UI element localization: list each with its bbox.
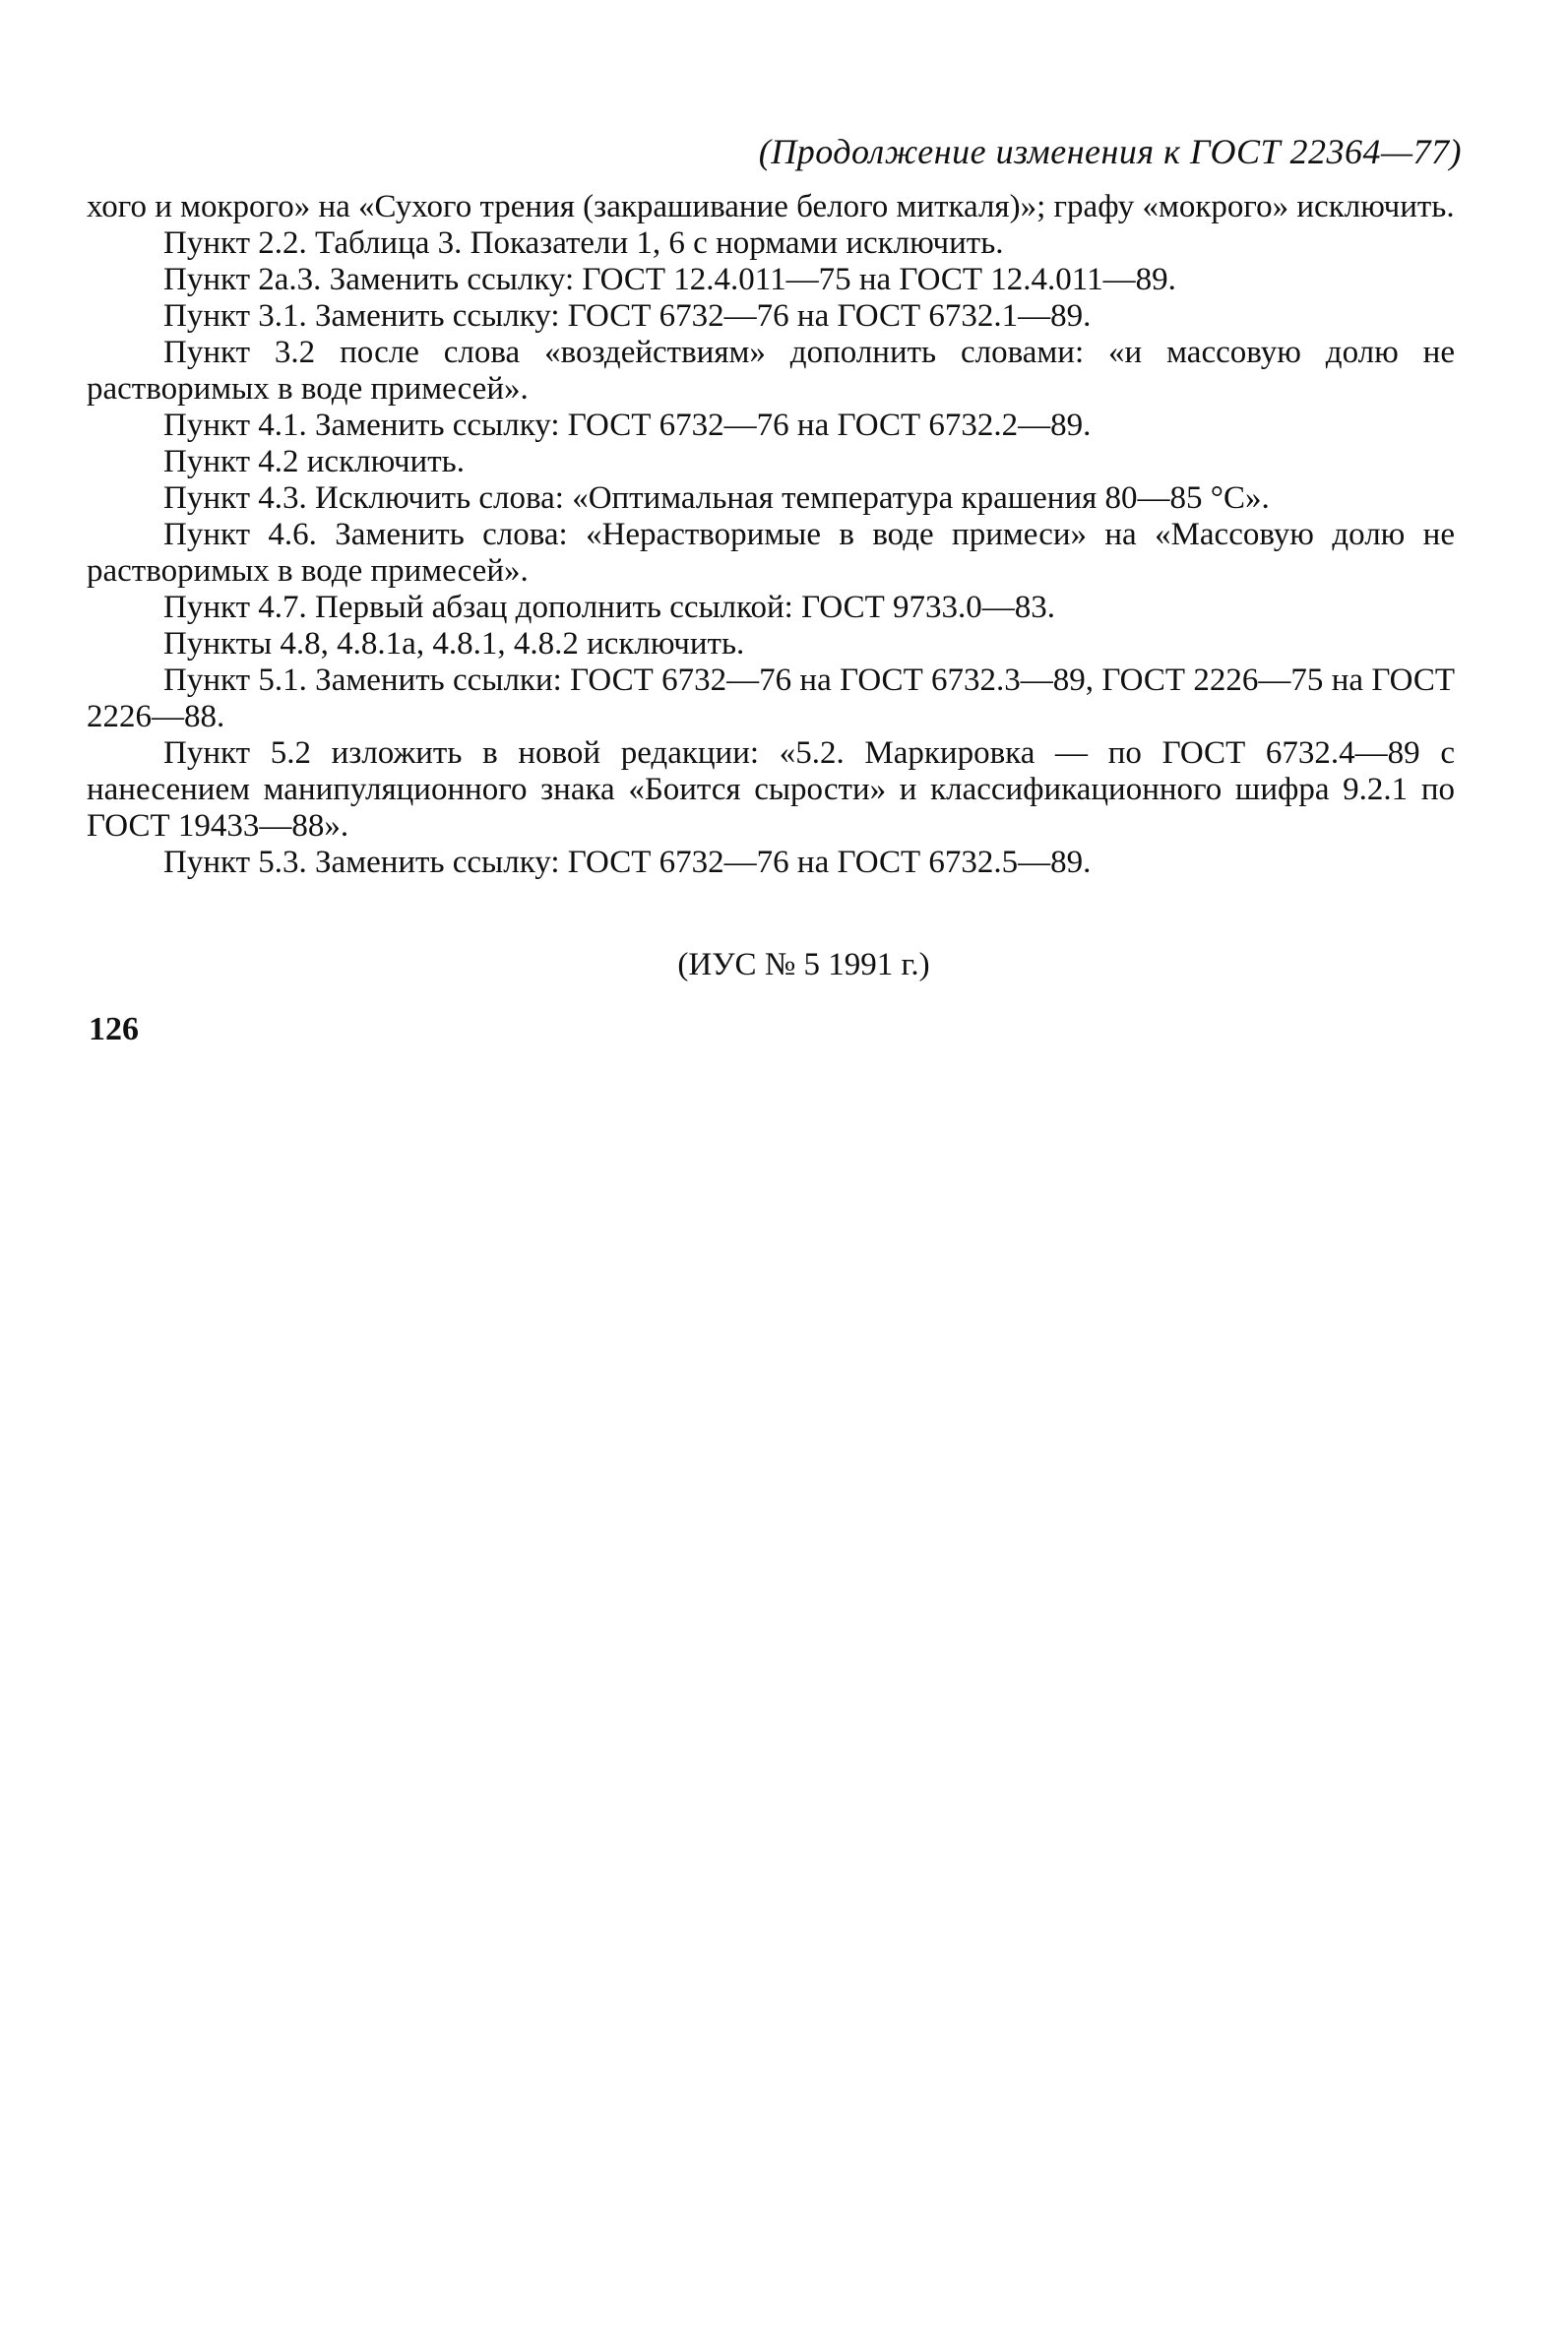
paragraph: Пункт 3.2 после слова «воздействиям» дополнить словами: «и массовую долю не растворимых в воде примесей».: [87, 335, 1455, 407]
paragraph: Пункт 2.2. Таблица 3. Показатели 1, 6 с нормами исключить.: [163, 225, 1004, 261]
paragraph: Пункты 4.8, 4.8.1а, 4.8.1, 4.8.2 исключить.: [163, 626, 745, 662]
page-header: (Продолжение изменения к ГОСТ 22364—77): [758, 132, 1462, 171]
paragraph: Пункт 4.2 исключить.: [163, 444, 465, 479]
paragraph: Пункт 4.3. Исключить слова: «Оптимальная температура крашения 80—85 °С».: [163, 480, 1270, 516]
paragraph: Пункт 4.1. Заменить ссылку: ГОСТ 6732—76 на ГОСТ 6732.2—89.: [163, 408, 1092, 443]
paragraph: Пункт 2а.3. Заменить ссылку: ГОСТ 12.4.011—75 на ГОСТ 12.4.011—89.: [163, 262, 1176, 297]
paragraph: Пункт 5.1. Заменить ссылки: ГОСТ 6732—76 на ГОСТ 6732.3—89, ГОСТ 2226—75 на ГОСТ 2226—88.: [87, 663, 1455, 734]
paragraph: Пункт 4.7. Первый абзац дополнить ссылкой: ГОСТ 9733.0—83.: [163, 590, 1055, 625]
source-note: (ИУС № 5 1991 г.): [677, 947, 930, 982]
body-text: [87, 189, 1455, 881]
paragraph: Пункт 5.3. Заменить ссылку: ГОСТ 6732—76 на ГОСТ 6732.5—89.: [163, 845, 1092, 880]
page-number: 126: [89, 1011, 139, 1047]
paragraph: Пункт 3.1. Заменить ссылку: ГОСТ 6732—76 на ГОСТ 6732.1—89.: [163, 298, 1092, 334]
paragraph: хого и мокрого» на «Сухого трения (закрашивание белого миткаля)»; графу «мокрого» исключить.: [87, 189, 1455, 224]
paragraph: Пункт 5.2 изложить в новой редакции: «5.2. Маркировка — по ГОСТ 6732.4—89 с нанесением манипуляционного знака «Боится сырости» и классификационного шифра 9.2.1 по ГОСТ 19433—88».: [87, 735, 1455, 844]
paragraph: Пункт 4.6. Заменить слова: «Нерастворимые в воде примеси» на «Массовую долю не растворимых в воде примесей».: [87, 517, 1455, 589]
